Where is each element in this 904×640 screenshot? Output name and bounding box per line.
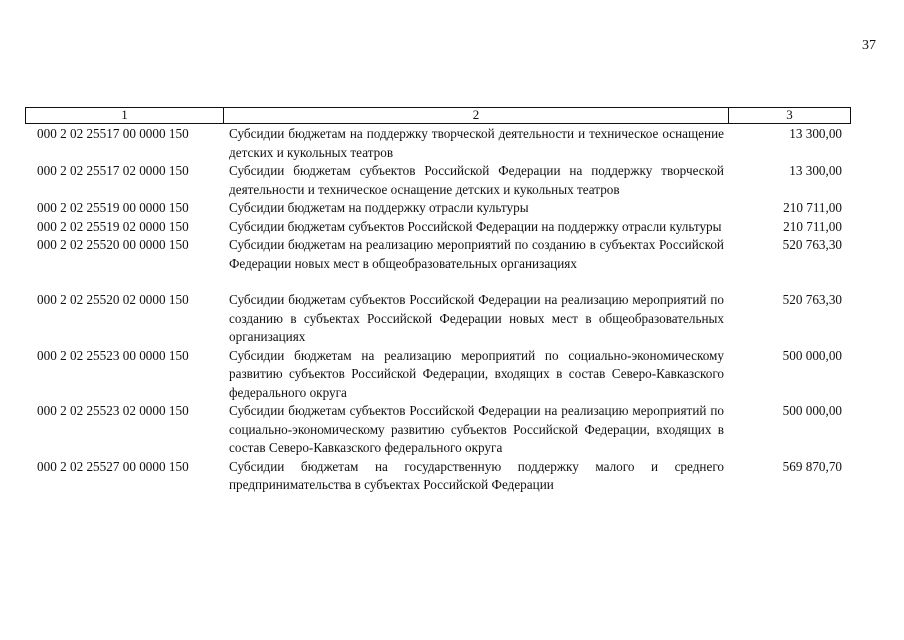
table-header [25,107,851,124]
table-row [25,347,851,403]
budget-code: 000 2 02 25517 00 0000 150 [37,126,189,141]
budget-code: 000 2 02 25527 00 0000 150 [37,458,189,474]
table-row [25,291,851,347]
row-amount: 210 711,00 [783,218,842,234]
row-description: Субсидии бюджетам субъектов Российской Федерации на реализацию мероприятий по созданию в субъектах Российской Федерации новых мест в общеобразовательных организациях [229,292,724,344]
row-description: Субсидии бюджетам на поддержку отрасли культуры [229,200,529,215]
row-amount: 500 000,00 [782,347,842,363]
header-col-3: 3 [786,107,793,122]
row-amount: 500 000,00 [782,403,842,418]
row-description: Субсидии бюджетам на реализацию мероприятий по созданию в субъектах Российской Федерации новых мест в общеобразовательных организациях [229,237,724,271]
page-number: 37 [862,38,876,53]
budget-code: 000 2 02 25523 00 0000 150 [37,347,189,363]
row-amount: 520 763,30 [782,237,842,252]
row-amount: 520 763,30 [782,292,842,307]
row-amount: 210 711,00 [783,200,842,215]
table-row [25,125,851,162]
table-row [25,402,851,458]
row-description: Субсидии бюджетам субъектов Российской Федерации на поддержку творческой деятельности и техническое оснащение детских и кукольных театров [229,163,724,197]
row-amount: 13 300,00 [789,163,842,178]
row-amount: 569 870,70 [782,458,842,474]
row-description: Субсидии бюджетам на поддержку творческой деятельности и техническое оснащение детских и кукольных театров [229,126,724,160]
row-amount: 13 300,00 [789,126,842,141]
budget-code: 000 2 02 25523 02 0000 150 [37,403,189,418]
table-row [25,199,851,218]
row-description: Субсидии бюджетам на реализацию мероприятий по социально-экономическому развитию субъектов Российской Федерации, входящих в состав Северо-Кавказского федерального округа [229,347,724,400]
table-body [25,125,851,495]
header-col-2: 2 [224,108,729,123]
budget-code: 000 2 02 25517 02 0000 150 [37,163,189,178]
row-description: Субсидии бюджетам субъектов Российской Федерации на поддержку отрасли культуры [229,218,722,234]
row-description: Субсидии бюджетам на государственную поддержку малого и среднего предпринимательства в субъектах Российской Федерации [229,458,724,492]
budget-code: 000 2 02 25520 00 0000 150 [37,237,189,252]
budget-code: 000 2 02 25519 00 0000 150 [37,200,189,215]
header-col-1: 1 [26,108,224,123]
budget-code: 000 2 02 25519 02 0000 150 [37,218,189,234]
budget-code: 000 2 02 25520 02 0000 150 [37,292,189,307]
table-row [25,236,851,273]
row-description: Субсидии бюджетам субъектов Российской Федерации на реализацию мероприятий по социально-экономическому развитию субъектов Российской Федерации, входящих в состав Северо-Кавказского федерального округа [229,403,724,455]
table-row [25,218,851,237]
table-row [25,162,851,199]
table-row [25,458,851,495]
